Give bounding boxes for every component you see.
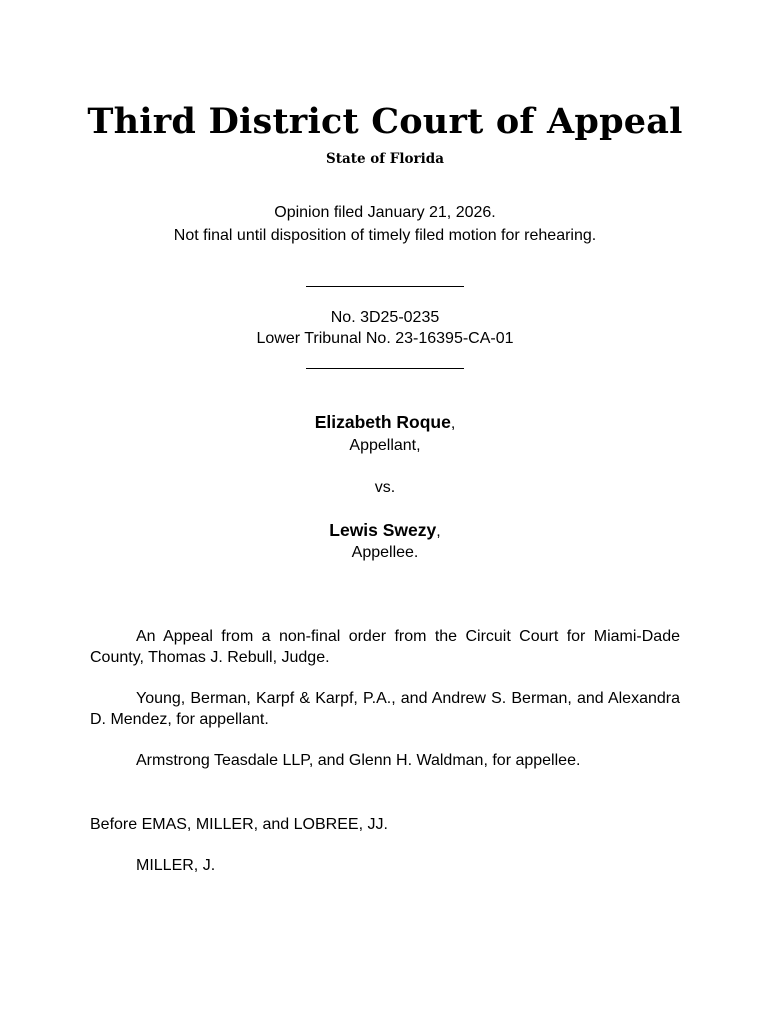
appellant-counsel-paragraph: Young, Berman, Karpf & Karpf, P.A., and Andrew S. Berman, and Alexandra D. Mendez, for appellant.: [90, 690, 680, 728]
appellee-name: Lewis Swezy: [329, 520, 437, 540]
appellant-name: Elizabeth Roque: [314, 412, 451, 432]
appellant-role: Appellant,: [349, 437, 421, 454]
separator-line-top: [306, 286, 464, 287]
versus-label: vs.: [374, 479, 396, 496]
court-state: State of Florida: [326, 151, 444, 167]
appellant-heading: [0, 412, 770, 434]
appellant-name-comma: ,: [450, 415, 456, 432]
court-title: Third District Court of Appeal: [87, 101, 683, 142]
case-number: No. 3D25-0235: [330, 309, 440, 326]
opinion-filed-date: Opinion filed January 21, 2026.: [274, 204, 496, 221]
appellee-role: Appellee.: [351, 544, 419, 561]
appellee-counsel-paragraph: Armstrong Teasdale LLP, and Glenn H. Waldman, for appellee.: [136, 752, 581, 769]
opinion-author: MILLER, J.: [136, 857, 216, 874]
appellee-name-comma: ,: [436, 523, 441, 540]
appellee-heading: [0, 520, 770, 542]
panel-line: Before EMAS, MILLER, and LOBREE, JJ.: [90, 816, 388, 833]
separator-line-bottom: [306, 368, 464, 369]
lower-tribunal-number: Lower Tribunal No. 23-16395-CA-01: [256, 330, 514, 347]
rehearing-note: Not final until disposition of timely filed motion for rehearing.: [173, 227, 597, 244]
appeal-from-paragraph: An Appeal from a non-final order from the Circuit Court for Miami-Dade County, Thomas J. Rebull, Judge.: [90, 628, 680, 666]
